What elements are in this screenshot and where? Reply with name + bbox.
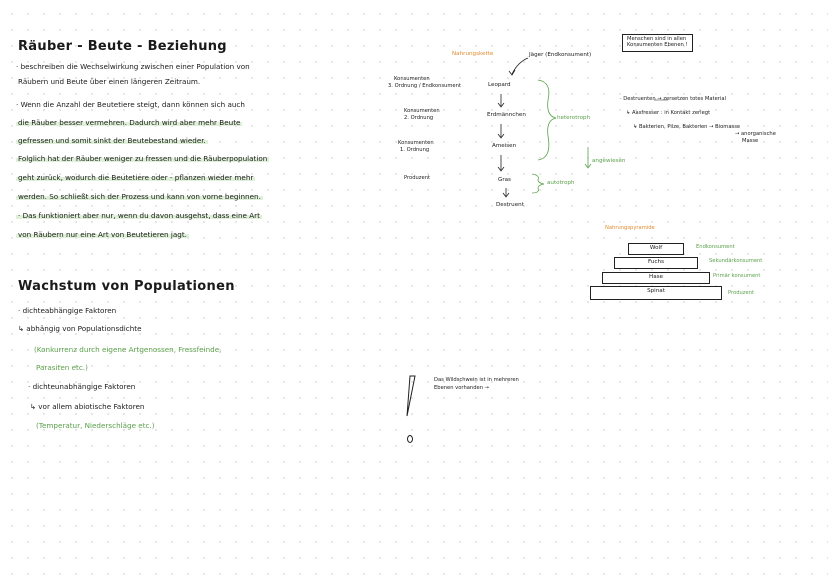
- destruent-label: Destruent: [496, 202, 524, 208]
- organism-grass: Gras: [498, 177, 511, 183]
- density-dependent: · dichteabhängige Faktoren: [18, 306, 117, 315]
- destruents-line-4: → anorganische: [735, 131, 776, 137]
- heterotroph-brace: [538, 80, 556, 160]
- heterotroph-label: heterotroph: [557, 115, 591, 121]
- pyramid-title: Nahrungspyramide: [605, 225, 655, 231]
- pyramid-role-2: Sekundärkonsument: [709, 258, 763, 264]
- humans-note-line-1: Menschen sind in allen: [627, 36, 687, 42]
- boar-note-line-2: Ebenen vorhanden →: [434, 385, 489, 391]
- exclamation-sketch: [407, 376, 415, 416]
- destruents-line-1: · Destruenten → zersetzen totes Material: [620, 96, 726, 102]
- pyramid-role-4: Produzent: [728, 290, 755, 296]
- level-label-1b: 1. Ordnung: [400, 147, 430, 153]
- chain-arrows: [498, 94, 509, 197]
- pyramid-level-wolf: Wolf: [628, 243, 684, 255]
- text-line-9: · Das funktioniert aber nur, wenn du davon ausgehst, dass eine Art: [18, 211, 260, 220]
- pyramid-role-1: Endkonsument: [696, 244, 735, 250]
- organism-leopard: Leopard: [488, 82, 511, 88]
- destruents-line-5: Masse: [742, 138, 759, 144]
- level-label-2a: Konsumenten: [404, 108, 440, 114]
- density-dependent-examples-2: Parasiten etc.): [36, 363, 88, 372]
- exclamation-dot: [408, 436, 413, 443]
- title-predator-prey: Räuber - Beute - Beziehung: [18, 39, 227, 54]
- organism-meerkat: Erdmännchen: [487, 112, 526, 118]
- density-dependent-sub: ↳ abhängig von Populationsdichte: [18, 324, 142, 333]
- text-line-6: Folglich hat der Räuber weniger zu fressen und die Räuberpopulation: [18, 154, 268, 163]
- organism-ants: Ameisen: [492, 143, 517, 149]
- text-line-5: gefressen und somit sinkt der Beutebestand wieder.: [18, 136, 206, 145]
- humans-note-line-2: Konsumenten Ebenen !: [627, 41, 688, 48]
- text-line-4: die Räuber besser vermehren. Dadurch wird aber mehr Beute: [18, 118, 241, 127]
- text-line-3: · Wenn die Anzahl der Beutetiere steigt, dann können sich auch: [16, 100, 245, 109]
- text-line-1: · beschreiben die Wechselwirkung zwischen einer Population von: [16, 62, 250, 71]
- text-line-2: Räubern und Beute über einen längeren Zeitraum.: [18, 77, 201, 86]
- boar-note-line-1: Das Wildschwein ist in mehreren: [434, 377, 519, 383]
- destruents-line-2: ↳ Aasfresser : in Kontakt zerlegt: [626, 110, 711, 116]
- pyramid-level-hare: Hase: [602, 272, 710, 284]
- destruents-line-3: ↳ Bakterien, Pilze, Bakterien → Biomasse: [633, 124, 741, 130]
- pyramid-role-3: Primär konsument: [713, 273, 761, 279]
- text-line-8: werden. So schließt sich der Prozess und kann von vorne beginnen.: [18, 192, 261, 201]
- text-line-10: von Räubern nur eine Art von Beutetieren jagt.: [18, 230, 187, 239]
- food-chain-title: Nahrungskette: [452, 51, 494, 57]
- level-label-producer: Produzent: [404, 175, 431, 181]
- dependent-label: angewiesen: [592, 158, 626, 164]
- text-line-7: geht zurück, wodurch die Beutetiere oder - pflanzen wieder mehr: [18, 173, 254, 182]
- autotroph-label: autotroph: [547, 180, 575, 186]
- autotroph-brace: [532, 174, 544, 193]
- title-population-growth: Wachstum von Populationen: [18, 279, 235, 294]
- density-independent-examples: (Temperatur, Niederschläge etc.): [36, 421, 155, 430]
- density-independent: · dichteunabhängige Faktoren: [28, 382, 136, 391]
- density-independent-sub: ↳ vor allem abiotische Faktoren: [30, 402, 145, 411]
- density-dependent-examples-1: (Konkurrenz durch eigene Artgenossen, Fressfeinde,: [34, 345, 222, 354]
- hunter-label: Jäger (Endkonsument): [529, 52, 592, 58]
- level-label-3a: Konsumenten: [394, 76, 430, 82]
- pyramid-level-spinach: Spinat: [590, 286, 722, 300]
- level-label-2b: 2. Ordnung: [404, 115, 434, 121]
- pyramid-level-fox: Fuchs: [614, 257, 698, 269]
- level-label-1a: Konsumenten: [398, 140, 434, 146]
- level-label-3b: 3. Ordnung / Endkonsument: [388, 83, 461, 89]
